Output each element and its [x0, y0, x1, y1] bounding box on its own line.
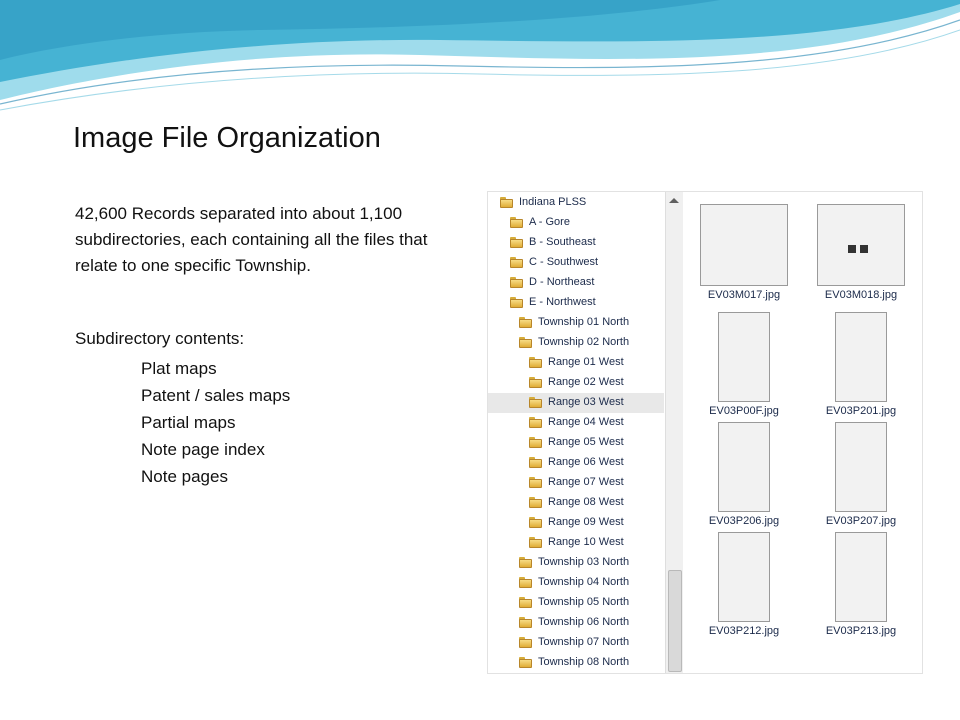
tree-item-label: Township 01 North: [538, 316, 630, 328]
tree-item[interactable]: [488, 233, 664, 253]
contents-heading: Subdirectory contents:: [75, 329, 245, 348]
folder-icon: [529, 477, 542, 488]
file-name: EV03P00F.jpg: [709, 405, 779, 417]
contents-list: [141, 355, 290, 490]
folder-icon: [519, 337, 532, 348]
map-image-icon: [817, 204, 905, 286]
folder-icon: [529, 397, 542, 408]
tree-item-label: Range 08 West: [548, 496, 624, 508]
file-name: EV03P201.jpg: [825, 405, 897, 417]
file-thumbnail[interactable]: [685, 312, 803, 417]
tree-item[interactable]: [488, 593, 664, 613]
folder-icon: [529, 437, 542, 448]
tree-item-label: Township 02 North: [538, 336, 630, 348]
tree-item[interactable]: [488, 533, 664, 553]
tree-item-label: Range 03 West: [548, 396, 624, 408]
folder-icon: [519, 577, 532, 588]
tree-item-label: Range 02 West: [548, 376, 624, 388]
folder-icon: [529, 357, 542, 368]
tree-item[interactable]: [488, 253, 664, 273]
folder-icon: [510, 257, 523, 268]
file-thumbnail[interactable]: [685, 204, 803, 301]
tree-item-label: Township 07 North: [538, 636, 630, 648]
tree-item[interactable]: [488, 353, 664, 373]
folder-icon: [510, 297, 523, 308]
description-text: 42,600 Records separated into about 1,100 subdirectories, each containing all the files that relate to one specific Township.: [75, 204, 428, 275]
tree-item[interactable]: [488, 613, 664, 633]
tree-item-label: Range 09 West: [548, 516, 624, 528]
file-thumbnail[interactable]: [685, 532, 803, 637]
folder-icon: [519, 557, 532, 568]
file-name: EV03M018.jpg: [824, 289, 898, 301]
scroll-up-icon[interactable]: [669, 198, 679, 203]
page-image-icon: [835, 532, 887, 622]
file-name: EV03M017.jpg: [707, 289, 781, 301]
tree-item[interactable]: [488, 213, 664, 233]
folder-icon: [519, 317, 532, 328]
tree-item-label: Range 07 West: [548, 476, 624, 488]
file-thumbnail[interactable]: [802, 204, 920, 301]
tree-item[interactable]: [488, 513, 664, 533]
tree-item-label: C - Southwest: [529, 256, 599, 268]
folder-icon: [519, 597, 532, 608]
folder-icon: [519, 637, 532, 648]
file-thumbnail[interactable]: [802, 532, 920, 637]
tree-item[interactable]: [488, 473, 664, 493]
contents-item: Note page index: [141, 440, 265, 459]
file-name: EV03P213.jpg: [825, 625, 897, 637]
tree-item-label: Range 10 West: [548, 536, 624, 548]
tree-item[interactable]: [488, 313, 664, 333]
file-thumbnail[interactable]: [685, 422, 803, 527]
scrollbar-thumb[interactable]: [668, 570, 682, 672]
tree-item-label: Township 08 North: [538, 656, 630, 668]
file-explorer-screenshot: [487, 191, 923, 674]
tree-item-label: B - Southeast: [529, 236, 596, 248]
folder-icon: [529, 457, 542, 468]
tree-item[interactable]: [488, 653, 664, 673]
tree-item-label: Range 05 West: [548, 436, 624, 448]
tree-item-label: Township 03 North: [538, 556, 630, 568]
folder-icon: [529, 497, 542, 508]
folder-icon: [529, 417, 542, 428]
folder-icon: [529, 537, 542, 548]
tree-item[interactable]: [488, 453, 664, 473]
folder-icon: [529, 517, 542, 528]
folder-icon: [510, 277, 523, 288]
tree-item[interactable]: [488, 393, 664, 413]
tree-item-label: Range 06 West: [548, 456, 624, 468]
tree-item-label: Township 04 North: [538, 576, 630, 588]
contents-item: Partial maps: [141, 413, 236, 432]
file-thumbnail[interactable]: [802, 422, 920, 527]
contents-item: Plat maps: [141, 359, 217, 378]
tree-item-label: Range 01 West: [548, 356, 624, 368]
tree-item-label: D - Northeast: [529, 276, 595, 288]
file-name: EV03P212.jpg: [708, 625, 780, 637]
folder-icon: [529, 377, 542, 388]
folder-icon: [510, 237, 523, 248]
tree-item[interactable]: [488, 493, 664, 513]
page-image-icon: [835, 312, 887, 402]
folder-icon: [500, 197, 513, 208]
tree-item[interactable]: [488, 273, 664, 293]
tree-item[interactable]: [488, 193, 664, 213]
tree-item-label: E - Northwest: [529, 296, 596, 308]
tree-item-label: A - Gore: [529, 216, 570, 228]
tree-item-label: Township 06 North: [538, 616, 630, 628]
tree-item[interactable]: [488, 373, 664, 393]
contents-item: Patent / sales maps: [141, 386, 291, 405]
tree-item[interactable]: [488, 553, 664, 573]
tree-item-label: Township 05 North: [538, 596, 630, 608]
file-thumbnail[interactable]: [802, 312, 920, 417]
file-name: EV03P207.jpg: [825, 515, 897, 527]
tree-item[interactable]: [488, 433, 664, 453]
folder-tree: [488, 192, 664, 673]
map-mark: [860, 245, 868, 253]
map-mark: [848, 245, 856, 253]
index-image-icon: [718, 312, 770, 402]
folder-icon: [519, 657, 532, 668]
tree-item[interactable]: [488, 573, 664, 593]
folder-icon: [519, 617, 532, 628]
tree-item-label: Range 04 West: [548, 416, 624, 428]
page-image-icon: [718, 422, 770, 512]
header-wave-decoration: [0, 0, 960, 140]
slide-title: Image File Organization: [73, 122, 381, 154]
tree-item[interactable]: [488, 293, 664, 313]
tree-item-label: Indiana PLSS: [519, 196, 587, 208]
tree-scrollbar[interactable]: [665, 192, 683, 673]
page-image-icon: [835, 422, 887, 512]
tree-item[interactable]: [488, 413, 664, 433]
contents-item: Note pages: [141, 467, 228, 486]
folder-icon: [510, 217, 523, 228]
tree-item[interactable]: [488, 633, 664, 653]
map-image-icon: [700, 204, 788, 286]
tree-item[interactable]: [488, 333, 664, 353]
page-image-icon: [718, 532, 770, 622]
file-name: EV03P206.jpg: [708, 515, 780, 527]
